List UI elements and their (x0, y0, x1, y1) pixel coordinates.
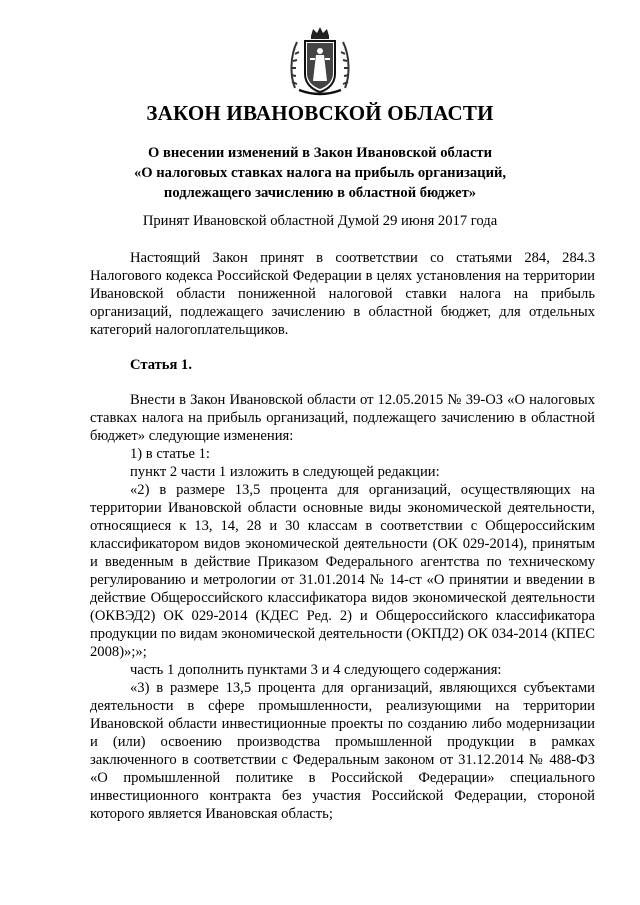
subtitle-line: подлежащего зачислению в областной бюджет» (163, 185, 477, 201)
article-paragraph: «2) в размере 13,5 процента для организаций, осуществляющих на территории Ивановской области основные виды экономической деятельности, относящиеся к 13, 14, 28 и 30 классам в соответствии с Общероссийским классификатором видов экономической деятельности (ОК 029-2014), принятым и введенным в действие Приказом Федерального агентства по техническому регулированию и метрологии от 31.01.2014 № 14-ст «О принятии и введении в действие Общероссийского классификатора видов экономической деятельности (ОКВЭД2) ОК 029-2014 (КДЕС Ред. 2) и Общероссийского классификатора продукции по видам экономической деятельности (ОКПД2) ОК 034-2014 (КПЕС 2008)»;»; (90, 482, 595, 660)
article-paragraph: «3) в размере 13,5 процента для организаций, являющихся субъектами деятельности в сфере промышленности, реализующими на территории Ивановской области инвестиционные проекты по созданию либо модернизации и (или) освоению производства промышленной продукции в рамках заключенного в соответствии с Федеральным законом от 31.12.2014 № 488-ФЗ «О промышленной политике в Российской Федерации» специального инвестиционного контракта без участия Российской Федерации, стороной которого является Ивановская область; (90, 680, 595, 822)
preamble-paragraph: Настоящий Закон принят в соответствии со статьями 284, 284.3 Налогового кодекса Российской Федерации в целях установления на территории Ивановской области пониженной налоговой ставки налога на прибыль организаций, подлежащего зачислению в областной бюджет, для отдельных категорий налогоплательщиков. (90, 250, 595, 338)
ivanovo-coat-of-arms-icon (289, 26, 351, 98)
article-paragraph: Внести в Закон Ивановской области от 12.05.2015 № 39-ОЗ «О налоговых ставках налога на прибыль организаций, подлежащего зачислению в областной бюджет» следующие изменения: (90, 392, 595, 444)
law-title: ЗАКОН ИВАНОВСКОЙ ОБЛАСТИ (146, 101, 494, 125)
law-subtitle (40, 143, 600, 203)
subtitle-line: «О налоговых ставках налога на прибыль организаций, (133, 165, 507, 181)
article-paragraph: часть 1 дополнить пунктами 3 и 4 следующего содержания: (130, 662, 502, 678)
subtitle-line: О внесении изменений в Закон Ивановской области (147, 145, 493, 161)
adoption-note: Принят Ивановской областной Думой 29 июня 2017 года (142, 213, 498, 229)
article-heading: Статья 1. (130, 357, 192, 373)
law-body (90, 249, 595, 823)
article-paragraph: 1) в статье 1: (130, 446, 210, 462)
article-paragraph: пункт 2 части 1 изложить в следующей редакции: (130, 464, 440, 480)
